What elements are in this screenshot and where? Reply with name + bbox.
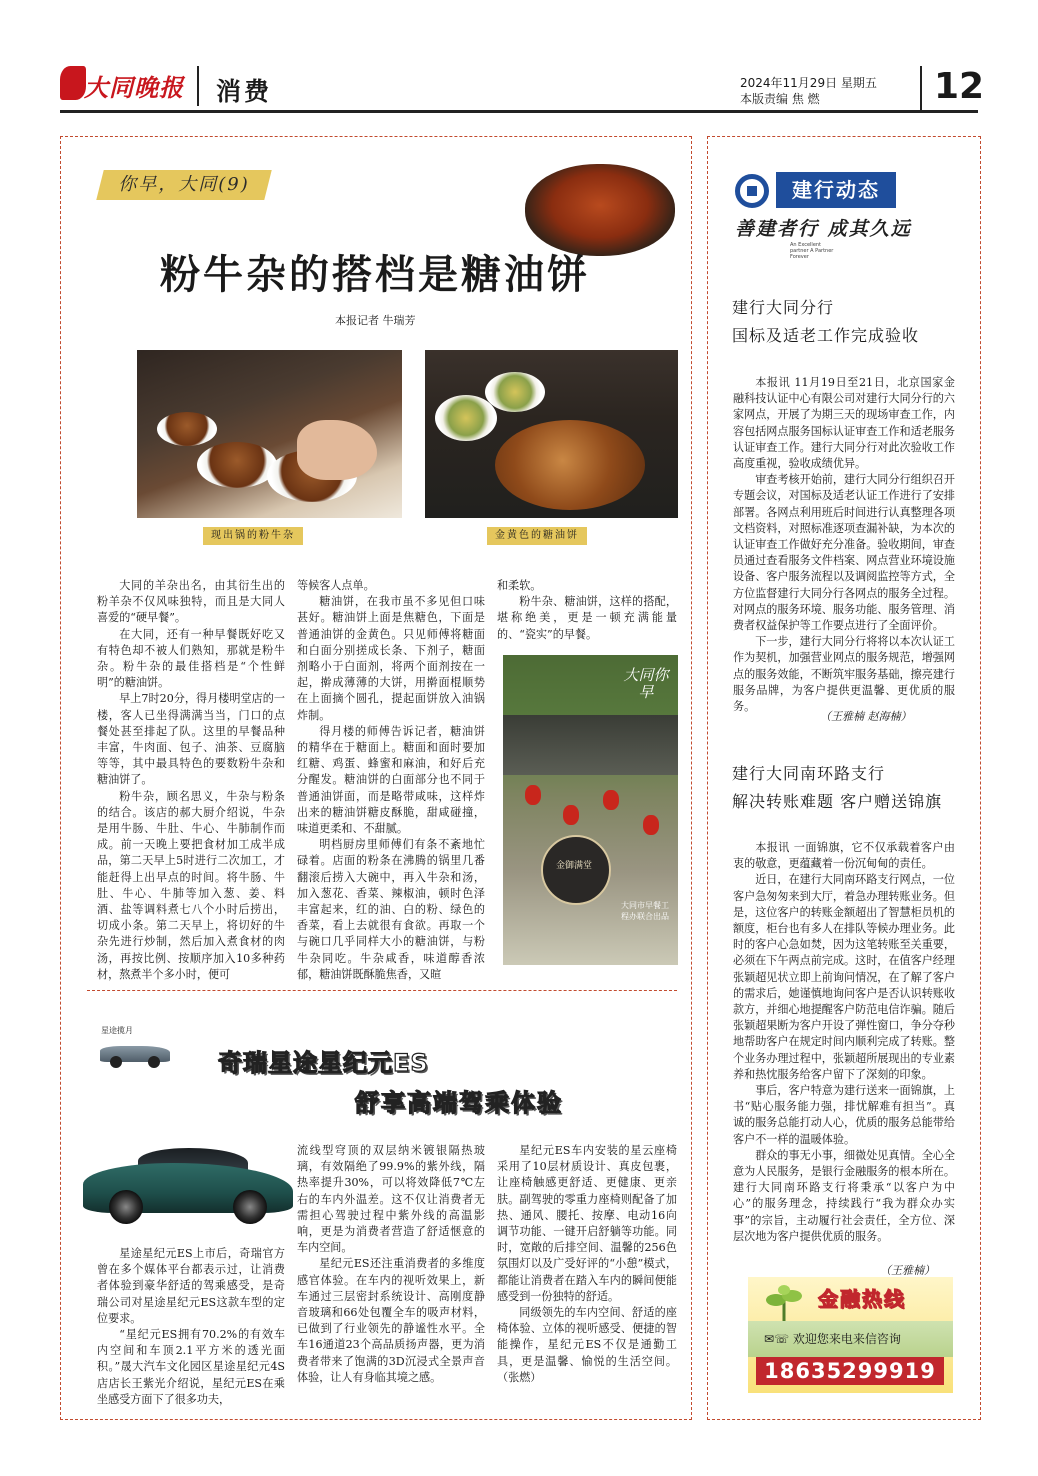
issue-date: 2024年11月29日 星期五 (740, 76, 877, 90)
ccb-story2-signature: （王雅楠） (880, 1264, 935, 1277)
food-headline: 粉牛杂的搭档是糖油饼 (160, 252, 590, 298)
hotline-note-text: 欢迎您来电来信咨询 (792, 1332, 901, 1346)
headline-line: 解决转账难题 客户赠送锦旗 (732, 792, 943, 811)
paragraph: 粉牛杂、糖油饼，这样的搭配，堪称绝美，更是一顿充满能量的、“瓷实”的早餐。 (497, 595, 677, 641)
photo1-caption: 现出锅的粉牛杂 (203, 527, 303, 545)
mail-phone-icon: ✉☏ (764, 1332, 793, 1346)
bowl-shape (197, 442, 277, 488)
ccb-story1-signature: （王雅楠 赵海楠） (820, 710, 912, 723)
page-number: 12 (934, 66, 985, 107)
ccb-story2-body (733, 840, 955, 1270)
section-name: 消费 (216, 77, 273, 106)
paragraph: 流线型穹顶的双层纳米镀银隔热玻璃，有效隔绝了99.9%的紫外线，隔热率提升30%，可以将效降低7℃左右的车内外温差。这不仅让消费者无需担心驾驶过程中紫外线的高温影响，更是为消费者营造了舒适惬意的车内空间。 (297, 1144, 485, 1255)
hotline-note (764, 1330, 901, 1347)
ccb-slogan: 善建者行 成其久远 (735, 218, 912, 240)
photo2-caption: 金黄色的糖油饼 (487, 527, 587, 545)
poster-title: 大同你早 (623, 666, 669, 701)
food-column-1 (97, 578, 285, 981)
photo-beef-offal-bowls (137, 350, 402, 518)
paragraph: 下一步，建行大同分行将将以本次认证工作为契机，加强营业网点的服务规范，增强网点的服务效能，不断筑牢服务基础，擦亮建行服务品牌，为客户提供更温馨、更优质的服务。 (733, 635, 955, 714)
paragraph: 事后，客户特意为建行送来一面锦旗，上书“贴心服务能力强，排忧解难有担当”。真诚的服务总能打动人心，优质的服务总能带给客户不一样的温暖体验。 (733, 1084, 955, 1146)
ccb-logo-icon (735, 174, 769, 208)
car-headline-line1: 奇瑞星途星纪元ES (218, 1049, 429, 1077)
paragraph: 审查考核开始前，建行大同分行组织召开专题会议，对国标及适老认证工作进行了安排部署。各网点利用班后时间进行认真整理各项文档资料，对照标准逐项查漏补缺，为本次的认证审查工作做好充分准备。验收期间，审查员通过查看服务文件档案、网点营业环境设施设备、客户服务流程以及调阅监控等方式，全方位监督建行大同分行各网点的服务全过程。对网点的服务环境、服务功能、服务管理、消费者权益保护等工作要点进行了全面评价。 (733, 473, 955, 633)
paragraph: 和柔软。 (497, 579, 542, 592)
breakfast-poster (503, 655, 678, 965)
paragraph: 得月楼的师傅告诉记者，糖油饼的精华在于糖面上。糖面和面时要加红糖、鸡蛋、蜂蜜和麻油，和好后充分醒发。糖油饼的白面部分也不同于普通油饼面，而是略带咸味，这样炸出来的糖油饼糖皮酥脆，甜咸碰撞，味道更柔和、不甜腻。 (297, 724, 485, 836)
car-headline-line2: 舒享高端驾乘体验 (355, 1089, 563, 1117)
paragraph: 同级领先的车内空间、舒适的座椅体验、立体的视听感受、便捷的智能操作，星纪元ES不仅是通勤工具，更是温馨、愉悦的生活空间。 （张燃） (497, 1306, 677, 1384)
food-column-3 (497, 578, 677, 641)
bowl-shape (157, 412, 217, 446)
paragraph: 早上7时20分，得月楼明堂店的一楼，客人已坐得满满当当，门口的点餐处甚至排起了队。这里的早餐品种丰富，牛肉面、包子、油茶、豆腐脑等等，其中最具特色的要数粉牛杂和糖油饼了。 (97, 692, 285, 787)
photo-sugar-oil-pancake (425, 350, 678, 518)
headline-line: 国标及适老工作完成验收 (732, 326, 920, 345)
paragraph: 群众的事无小事，细微处见真情。全心全意为人民服务，是银行金融服务的根本所在。建行大同南环路支行将秉承“以客户为中心”的服务理念，持续践行“我为群众办实事”的宗旨，主动履行社会责任，全方位、深层次地为客户提供优质的服务。 (733, 1148, 955, 1243)
hand-shape (297, 420, 377, 480)
side-dish-shape (485, 372, 545, 412)
food-column-2 (297, 578, 485, 981)
side-dish-shape (435, 395, 497, 441)
ccb-logo-square (747, 186, 757, 196)
series-tag-text: 你早，大同(9) (118, 174, 250, 195)
paragraph: 本报讯 一面锦旗，它不仅承载着客户由衷的敬意，更蕴藏着一份沉甸甸的责任。 (733, 841, 955, 871)
wheel-icon (233, 1190, 267, 1224)
header-rule (60, 110, 978, 113)
car-column-3 (497, 1143, 677, 1398)
paper-logo (60, 66, 184, 104)
lantern-icon (643, 815, 659, 835)
series-tag (96, 170, 271, 200)
car-thumbnail (100, 1036, 170, 1068)
paragraph: “星纪元ES拥有70.2%的有效车内空间和车顶2.1平方米的透光面积。”晟大汽车文化园区星途星纪元4S店店长王紫光介绍说，星纪元ES在乘坐感受方面下了很多功夫， (97, 1328, 285, 1406)
paragraph: 本报讯 11月19日至21日，北京国家金融科技认证中心有限公司对建行大同分行的六家网点，开展了为期三天的现场审查工作，内容包括网点服务国标认证审查工作和适老服务认证审查工作。建行大同分行对此次验收工作高度重视，验收成绩优异。 (733, 376, 955, 471)
finance-hotline-box (748, 1277, 953, 1393)
pancake-shape (495, 420, 645, 510)
ccb-section-title: 建行动态 (776, 172, 896, 208)
food-byline: 本报记者 牛瑞芳 (335, 314, 416, 327)
header-divider (197, 66, 199, 106)
lantern-icon (525, 785, 541, 805)
car-brand-label: 星途揽月 (101, 1026, 133, 1035)
car-column-2 (297, 1143, 485, 1398)
poster-sign-text: 金御满堂 (555, 861, 592, 871)
hotline-title: 金融热线 (818, 1287, 906, 1311)
wheel-icon (109, 1190, 143, 1224)
paragraph: 在大同，还有一种早餐既好吃又有特色却不被人们熟知，那就是粉牛杂。粉牛杂的最佳搭档是“个性鲜明”的糖油饼。 (97, 627, 285, 690)
paragraph: 星纪元ES车内安装的星云座椅采用了10层材质设计、真皮包裹，让座椅触感更舒适、更健康、更亲肤。副驾驶的零重力座椅则配备了加热、通风、腰托、按摩、电动16向调节功能、一键开启舒躺等功能。同时，宽敞的后排空间、温馨的256色氛围灯以及广受好评的“小憩”模式，都能让消费者在踏入车内的瞬间便能感受到一份独特的舒适。 (497, 1144, 677, 1303)
ccb-story2-headline (732, 760, 942, 816)
story-divider (87, 990, 677, 991)
logo-mark-icon (60, 66, 86, 100)
wheel-icon (148, 1056, 160, 1068)
poster-roof (503, 715, 678, 775)
poster-credit: 大同市早餐工程办联合出品 (621, 901, 669, 921)
paragraph: 明档厨房里师傅们有条不紊地忙碌着。店面的粉条在沸腾的锅里几番翻滚后捞入大碗中，再入牛杂和汤，加入葱花、香菜、辣椒油，顿时色泽丰富起来，红的油、白的粉、绿色的香菜，看上去就很有食欲。再取一个与碗口几乎同样大小的糖油饼，与粉牛杂同吃。牛杂咸香，味道醇香浓郁，糖油饼既酥脆焦香，又暄 (297, 838, 485, 981)
paragraph: 近日，在建行大同南环路支行网点，一位客户急匆匆来到大厅，着急办理转账业务。但是，这位客户的转账金额超出了智慧柜员机的额度，柜台也有多人在排队等候办理业务。此时的客户心急如焚，因为这笔转账至关重要，必须在下午两点前完成。这时，在值客户经理张颖超见状立即上前询问情况，在了解了客户的需求后，她谨慎地询问客户是否认识转账收款方，并细心地提醒客户防范电信诈骗。随后张颖超果断为客户开设了弹性窗口，争分夺秒地帮助客户在规定时间内顺利完成了转账。整个业务办理过程中，张颖超所展现出的专业素养和热忱服务给客户留下了深刻的印象。 (733, 873, 955, 1081)
car-photo (83, 1128, 293, 1236)
hotline-phone[interactable]: 18635299919 (756, 1357, 944, 1385)
lantern-icon (563, 805, 579, 825)
page-number-divider (920, 66, 922, 110)
paragraph: 星途星纪元ES上市后，奇瑞官方曾在多个媒体平台都表示过，让消费者体验到豪华舒适的驾乘感受，是奇瑞公司对星途星纪元ES这款车型的定位要求。 (97, 1247, 285, 1325)
ccb-story1-body (733, 375, 955, 714)
wheel-icon (110, 1056, 122, 1068)
ccb-slogan-english: An Excellent partner A Partner Forever (790, 242, 834, 260)
headline-line: 建行大同南环路支行 (732, 764, 886, 783)
paper-name: 大同晚报 (84, 74, 184, 102)
paragraph: 等候客人点单。 (297, 579, 375, 592)
paragraph: 星纪元ES还注重消费者的多维度感官体验。在车内的视听效果上，新车通过三层密封系统设计、高刚度静音玻璃和66处包覆全车的吸声材料，已做到了行业领先的静谧性水平。全车16通道23个高品质扬声器，更为消费者带来了饱满的3D沉浸式全景声音体验，让人有身临其境之感。 (297, 1257, 485, 1384)
headline-line: 建行大同分行 (732, 298, 835, 317)
page-editor: 本版责编 焦 燃 (740, 92, 820, 106)
paragraph: 粉牛杂，顾名思义，牛杂与粉条的结合。该店的郝大厨介绍说，牛杂是用牛肠、牛肚、牛心、牛肺制作而成。前一天晚上要把食材加工成半成品，第二天早上5时进行二次加工，才能赶得上出早点的时间。将牛肠、牛肚、牛心、牛肺等加入葱、姜、料酒、盐等调料煮七八个小时后捞出，切成小条。第二天早上，将切好的牛杂先进行炒制，然后加入煮食材的肉汤，再按比例、按顺序加入10多种药材，熬煮半个多小时，便可 (97, 789, 285, 981)
paragraph: 大同的羊杂出名，由其衍生出的粉羊杂不仅风味独特，而且是大同人喜爱的“硬早餐”。 (97, 579, 285, 625)
car-column-1 (97, 1246, 285, 1406)
ccb-story1-headline (732, 294, 919, 350)
paragraph: 糖油饼，在我市虽不多见但口味甚好。糖油饼上面是焦糖色，下面是普通油饼的金黄色。只见师傅将糖面和白面分别搓成长条、下剂子，糖面剂略小于白面剂，将两个面剂按在一起，擀成薄薄的大饼，用擀面棍顺势在上面摘个圆孔，提起面饼放入油锅炸制。 (297, 595, 485, 722)
lantern-icon (603, 790, 619, 810)
